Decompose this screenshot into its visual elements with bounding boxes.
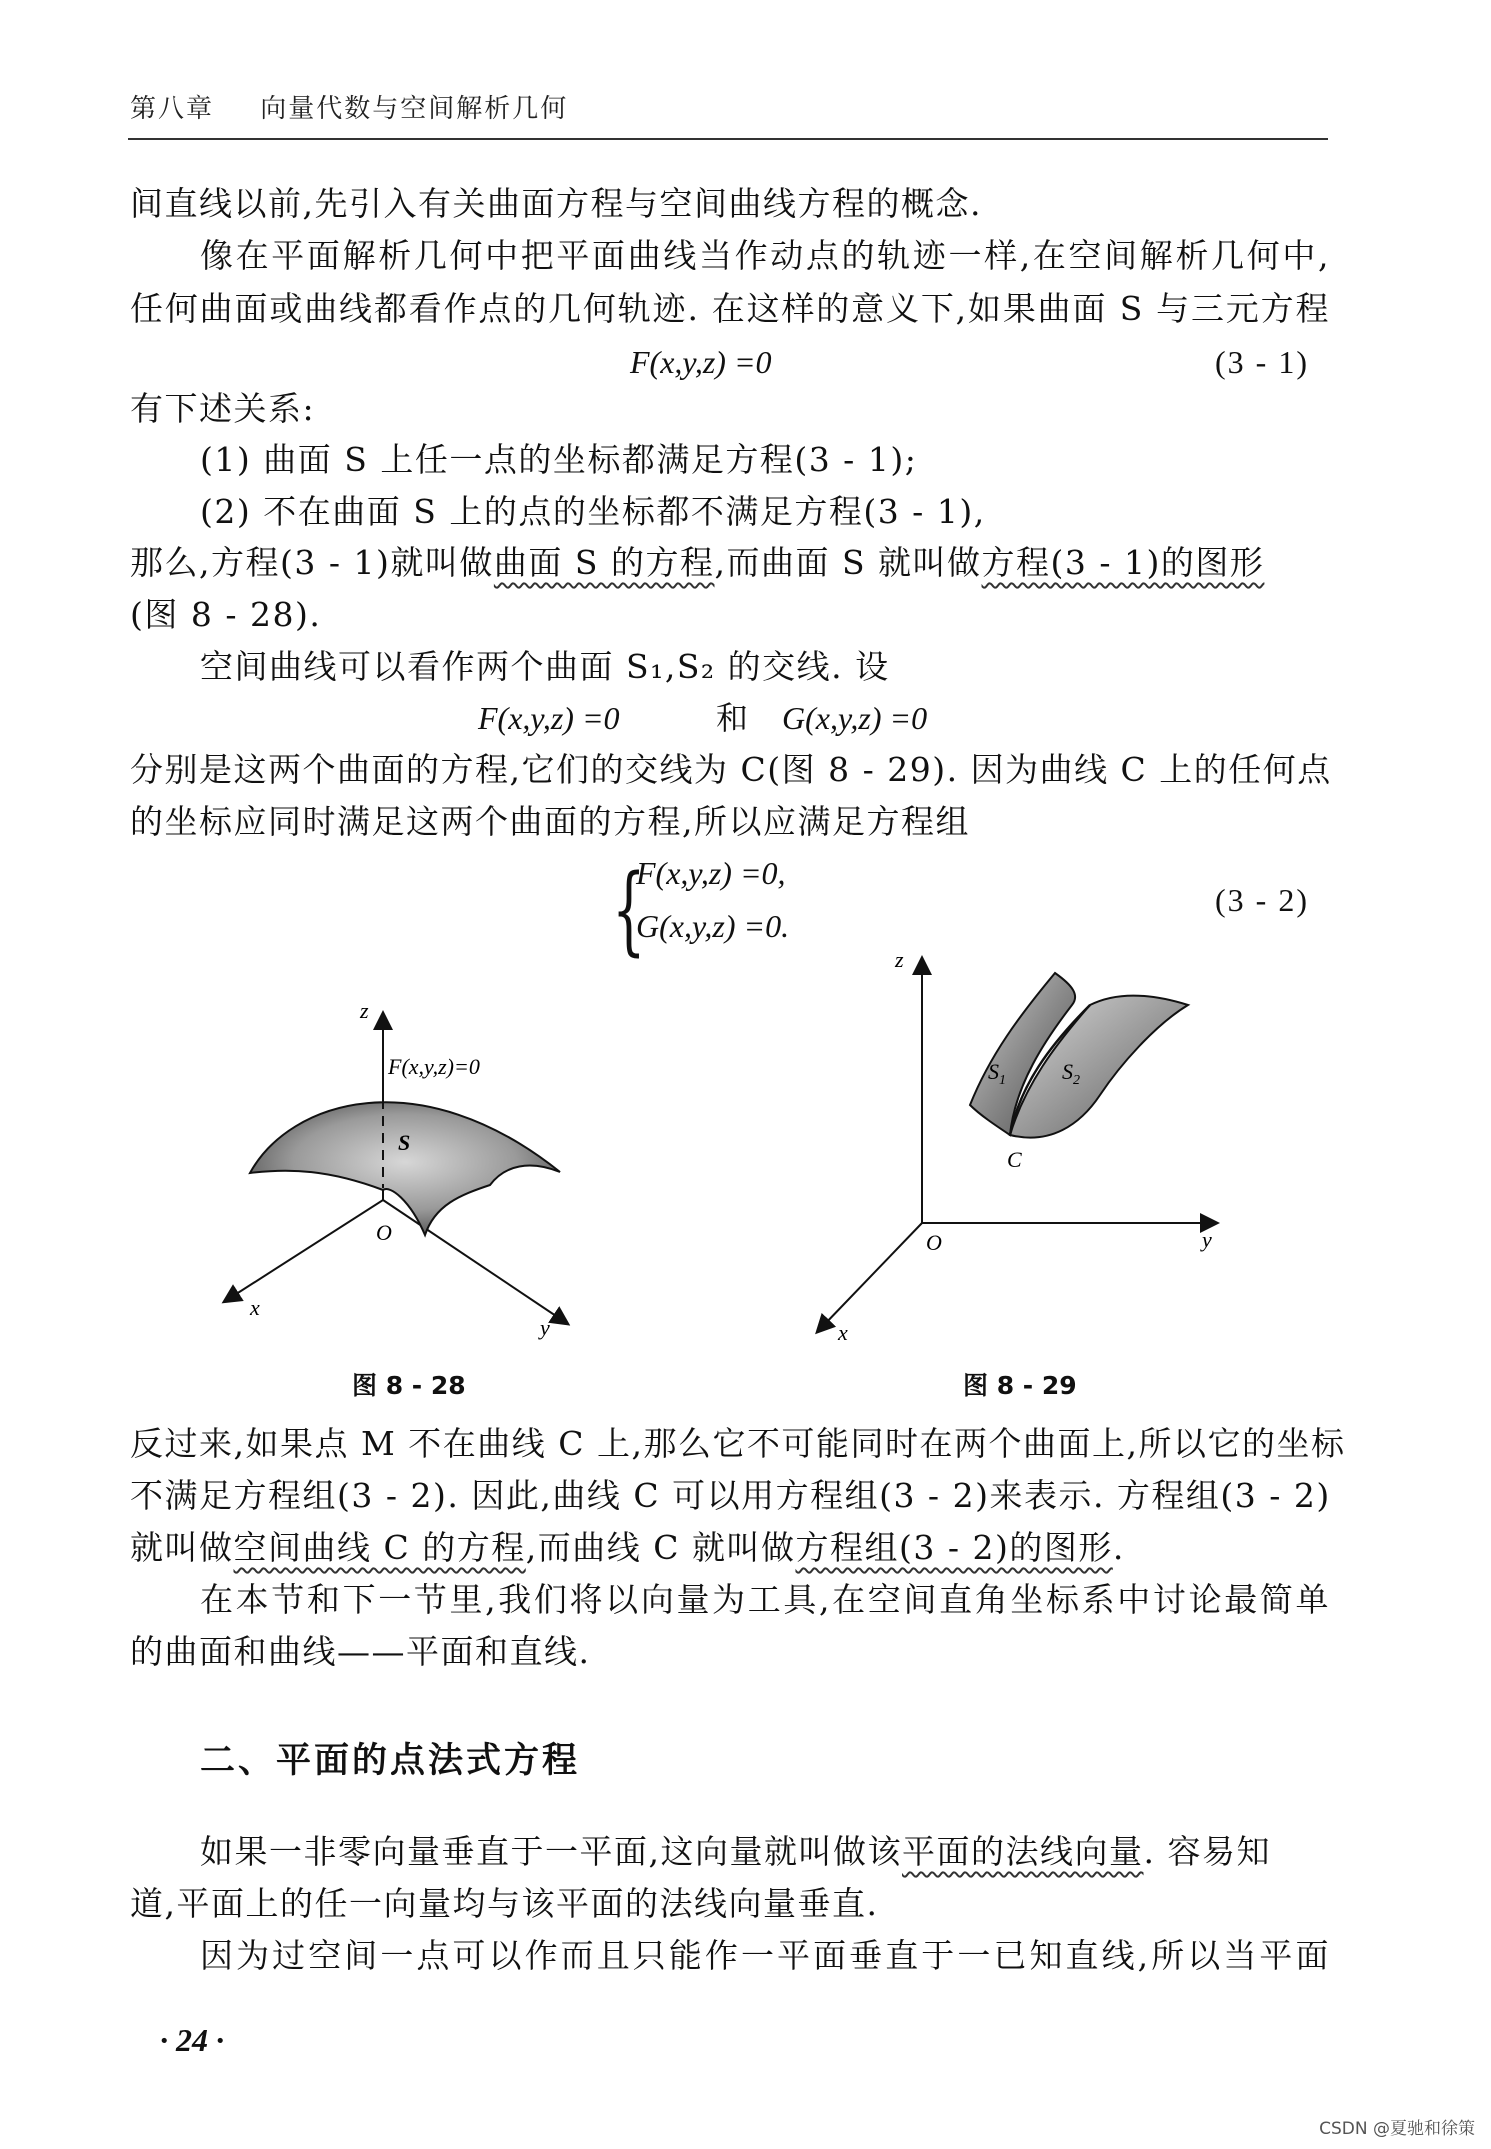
figure-caption: 图 8 - 28	[352, 1371, 466, 1400]
emphasis-term: 空间曲线 C 的方程	[233, 1528, 526, 1567]
equation-g: G(x,y,z) =0	[782, 700, 928, 736]
left-brace: {	[612, 854, 646, 966]
equation-number: (3 - 2)	[1215, 882, 1309, 918]
axis-label-x: x	[250, 1295, 260, 1320]
emphasis-term: 曲面 S 的方程	[493, 543, 715, 582]
text-line: 分别是这两个曲面的方程,它们的交线为 C(图 8 - 29). 因为曲线 C 上的任何点	[130, 750, 1332, 789]
text-line: (图 8 - 28).	[130, 595, 322, 634]
text-span: 就叫做	[130, 1528, 234, 1567]
text-span: ,而曲面 S 就叫做	[714, 543, 982, 582]
axis-label-z: z	[895, 947, 904, 972]
section-heading: 二、平面的点法式方程	[200, 1741, 581, 1781]
figure-8-29	[810, 945, 1230, 1345]
x-axis	[230, 1200, 383, 1298]
text-line: 空间曲线可以看作两个曲面 S₁,S₂ 的交线. 设	[200, 647, 890, 686]
figure-caption: 图 8 - 29	[963, 1371, 1077, 1400]
text-span: 如果一非零向量垂直于一平面,这向量就叫做该	[200, 1832, 902, 1871]
emphasis-term: 平面的法线向量	[902, 1832, 1144, 1871]
list-item: (1) 曲面 S 上任一点的坐标都满足方程(3 - 1);	[200, 440, 918, 479]
equation-3-1: F(x,y,z) =0	[630, 344, 772, 380]
surface-label-s1: $S_1$	[988, 1059, 1006, 1088]
text-span: 那么,方程(3 - 1)就叫做	[130, 543, 494, 582]
text-line: 因为过空间一点可以作而且只能作一平面垂直于一已知直线,所以当平面	[200, 1936, 1330, 1975]
text-line	[200, 1830, 1330, 1874]
list-item: (2) 不在曲面 S 上的点的坐标都不满足方程(3 - 1),	[200, 492, 986, 531]
curve-label: C	[1007, 1147, 1022, 1172]
surface-equation: F(x,y,z)=0	[388, 1054, 480, 1079]
equation-f: F(x,y,z) =0	[478, 700, 620, 736]
watermark: CSDN @夏驰和徐策	[1319, 2119, 1475, 2139]
x-axis	[822, 1223, 922, 1327]
axis-label-y: y	[540, 1315, 550, 1340]
text-span: . 容易知	[1143, 1832, 1271, 1871]
equation-system-row2: G(x,y,z) =0.	[636, 908, 790, 944]
text-line	[130, 1526, 1330, 1570]
equation-system-row1: F(x,y,z) =0,	[636, 855, 786, 891]
text-line: 道,平面上的任一向量均与该平面的法线向量垂直.	[130, 1884, 879, 1923]
axis-label-x: x	[838, 1320, 848, 1345]
origin-label: O	[376, 1220, 392, 1245]
text-line: 在本节和下一节里,我们将以向量为工具,在空间直角坐标系中讨论最简单	[200, 1580, 1330, 1619]
text-line: 间直线以前,先引入有关曲面方程与空间曲线方程的概念.	[130, 184, 982, 223]
axis-label-z: z	[360, 998, 369, 1023]
text-line: 的曲面和曲线——平面和直线.	[130, 1632, 591, 1671]
text-span: .	[1112, 1528, 1125, 1567]
chapter-title: 向量代数与空间解析几何	[260, 94, 569, 124]
equation-number: (3 - 1)	[1215, 344, 1309, 380]
origin-label: O	[926, 1230, 942, 1255]
text-line	[130, 541, 1330, 585]
page-number: · 24 ·	[160, 2022, 224, 2058]
text-line: 反过来,如果点 M 不在曲线 C 上,那么它不可能同时在两个曲面上,所以它的坐标	[130, 1424, 1346, 1463]
text-line: 像在平面解析几何中把平面曲线当作动点的轨迹一样,在空间解析几何中,	[200, 236, 1330, 275]
chapter-number: 第八章	[130, 94, 215, 124]
y-axis	[383, 1200, 562, 1320]
running-header	[130, 88, 568, 125]
text-line: 任何曲面或曲线都看作点的几何轨迹. 在这样的意义下,如果曲面 S 与三元方程	[130, 289, 1330, 328]
equation-and: 和	[716, 700, 749, 736]
header-rule	[128, 138, 1328, 140]
emphasis-term: 方程(3 - 1)的图形	[981, 543, 1265, 582]
text-line: 的坐标应同时满足这两个曲面的方程,所以应满足方程组	[130, 802, 970, 841]
text-span: ,而曲线 C 就叫做	[525, 1528, 796, 1567]
surface-label-s2: $S_2$	[1062, 1059, 1080, 1088]
surface-label: S	[398, 1130, 411, 1155]
text-line: 不满足方程组(3 - 2). 因此,曲线 C 可以用方程组(3 - 2)来表示. 方程组(3 - 2)	[130, 1476, 1331, 1515]
text-line: 有下述关系:	[130, 389, 316, 428]
emphasis-term: 方程组(3 - 2)的图形	[795, 1528, 1113, 1567]
figure-8-28	[220, 990, 620, 1350]
axis-label-y: y	[1202, 1227, 1212, 1252]
